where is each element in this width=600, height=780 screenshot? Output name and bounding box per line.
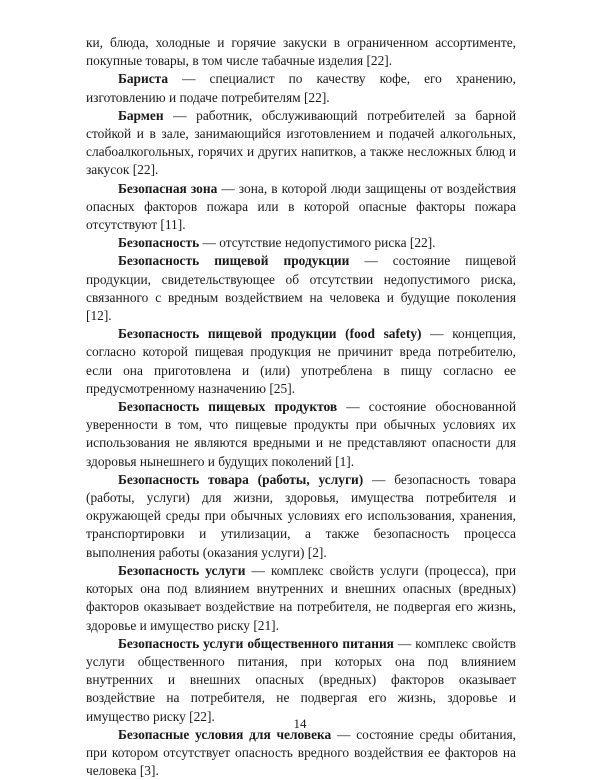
entry-foodstuff-safety: [86, 398, 516, 471]
entry-term: Безопасность пищевой продукции: [118, 253, 350, 269]
entry-term: Бармен: [118, 107, 164, 123]
entry-term: Безопасность товара (работы, услуги): [118, 471, 364, 487]
entry-term: Безопасная зона: [118, 180, 218, 196]
entry-term: Безопасность услуги общественного питания: [118, 635, 394, 651]
entry-definition: — работник, обслуживающий потребителей за барной стойкой и в зале, занимающийся изготовлением и подачей алкогольных, слабоалкогольных, горячих и других напитков, а также несложных блюд и закусок [22].: [86, 107, 516, 178]
entry-food-safety-concept: [86, 325, 516, 398]
entry-definition: — состояние обоснованной уверенности в том, что пищевые продукты при обычных условиях их использования не являются вредными и не представляют опасности для здоровья нынешнего и будущих поколений [1].: [86, 399, 516, 469]
entry-food-products-safety: [86, 252, 516, 325]
entry-safe-conditions: [86, 726, 516, 780]
entry-catering-service-safety: [86, 635, 516, 726]
entry-barman: [86, 107, 516, 180]
entry-safety: [86, 234, 516, 252]
entry-definition: — комплекс свойств услуги (процесса), при которых она под влиянием внутренних и внешних опасных (вредных) факторов оказывает воздействие на потребителя, не подвергая его жизнь, здоровье и имущество риску [21].: [86, 562, 516, 633]
entry-definition: — состояние среды обитания, при котором отсутствует опасность вредного воздействия ее факторов на человека [3].: [86, 726, 516, 779]
entry-safe-zone: [86, 180, 516, 235]
entry-definition: — отсутствие недопустимого риска [22].: [199, 235, 436, 251]
entry-goods-safety: [86, 471, 516, 562]
page-number: 14: [293, 716, 307, 731]
dictionary-page: [86, 34, 516, 780]
entry-definition: — комплекс свойств услуги общественного питания, при которых она под влиянием внутренних и внешних опасных (вредных) факторов оказывает воздействие на потребителя, не подвергая его жизнь, здоровье и имущество риску [22].: [86, 635, 516, 724]
entry-definition: — состояние пищевой продукции, свидетельствующее об отсутствии недопустимого риска, связанного с вредным воздействием на человека и будущие поколения [12].: [86, 253, 516, 324]
entry-term: Бариста: [118, 71, 169, 87]
entry-definition: — безопасность товара (работы, услуги) для жизни, здоровья, имущества потребителя и окружающей среды при обычных условиях его использования, хранения, транспортировки и утилизации, а также безопасность процесса выполнения работы (оказания услуги) [2].: [86, 471, 516, 560]
entry-term: Безопасность пищевой продукции (food safety): [118, 326, 422, 342]
continuation-paragraph: ки, блюда, холодные и горячие закуски в ограниченном ассортименте, покупные товары, в том числе табачные изделия [22].: [86, 35, 516, 69]
entry-definition: — специалист по качеству кофе, его хранению, изготовлению и подаче потребителям [22].: [86, 71, 516, 105]
entry-term: Безопасные условия для человека: [118, 726, 332, 742]
entry-definition: — концепция, согласно которой пищевая продукция не причинит вреда потребителю, если она приготовлена и (или) употреблена в пищу согласно ее предусмотренному назначению [25].: [86, 326, 517, 396]
entry-definition: — зона, в которой люди защищены от воздействия опасных факторов пожара или в которой опасные факторы пожара отсутствуют [11].: [86, 180, 516, 233]
entry-term: Безопасность: [118, 235, 200, 251]
entry-term: Безопасность пищевых продуктов: [118, 399, 338, 415]
entry-service-safety: [86, 562, 516, 635]
entry-term: Безопасность услуги: [118, 562, 246, 578]
entry-barista: [86, 70, 516, 106]
